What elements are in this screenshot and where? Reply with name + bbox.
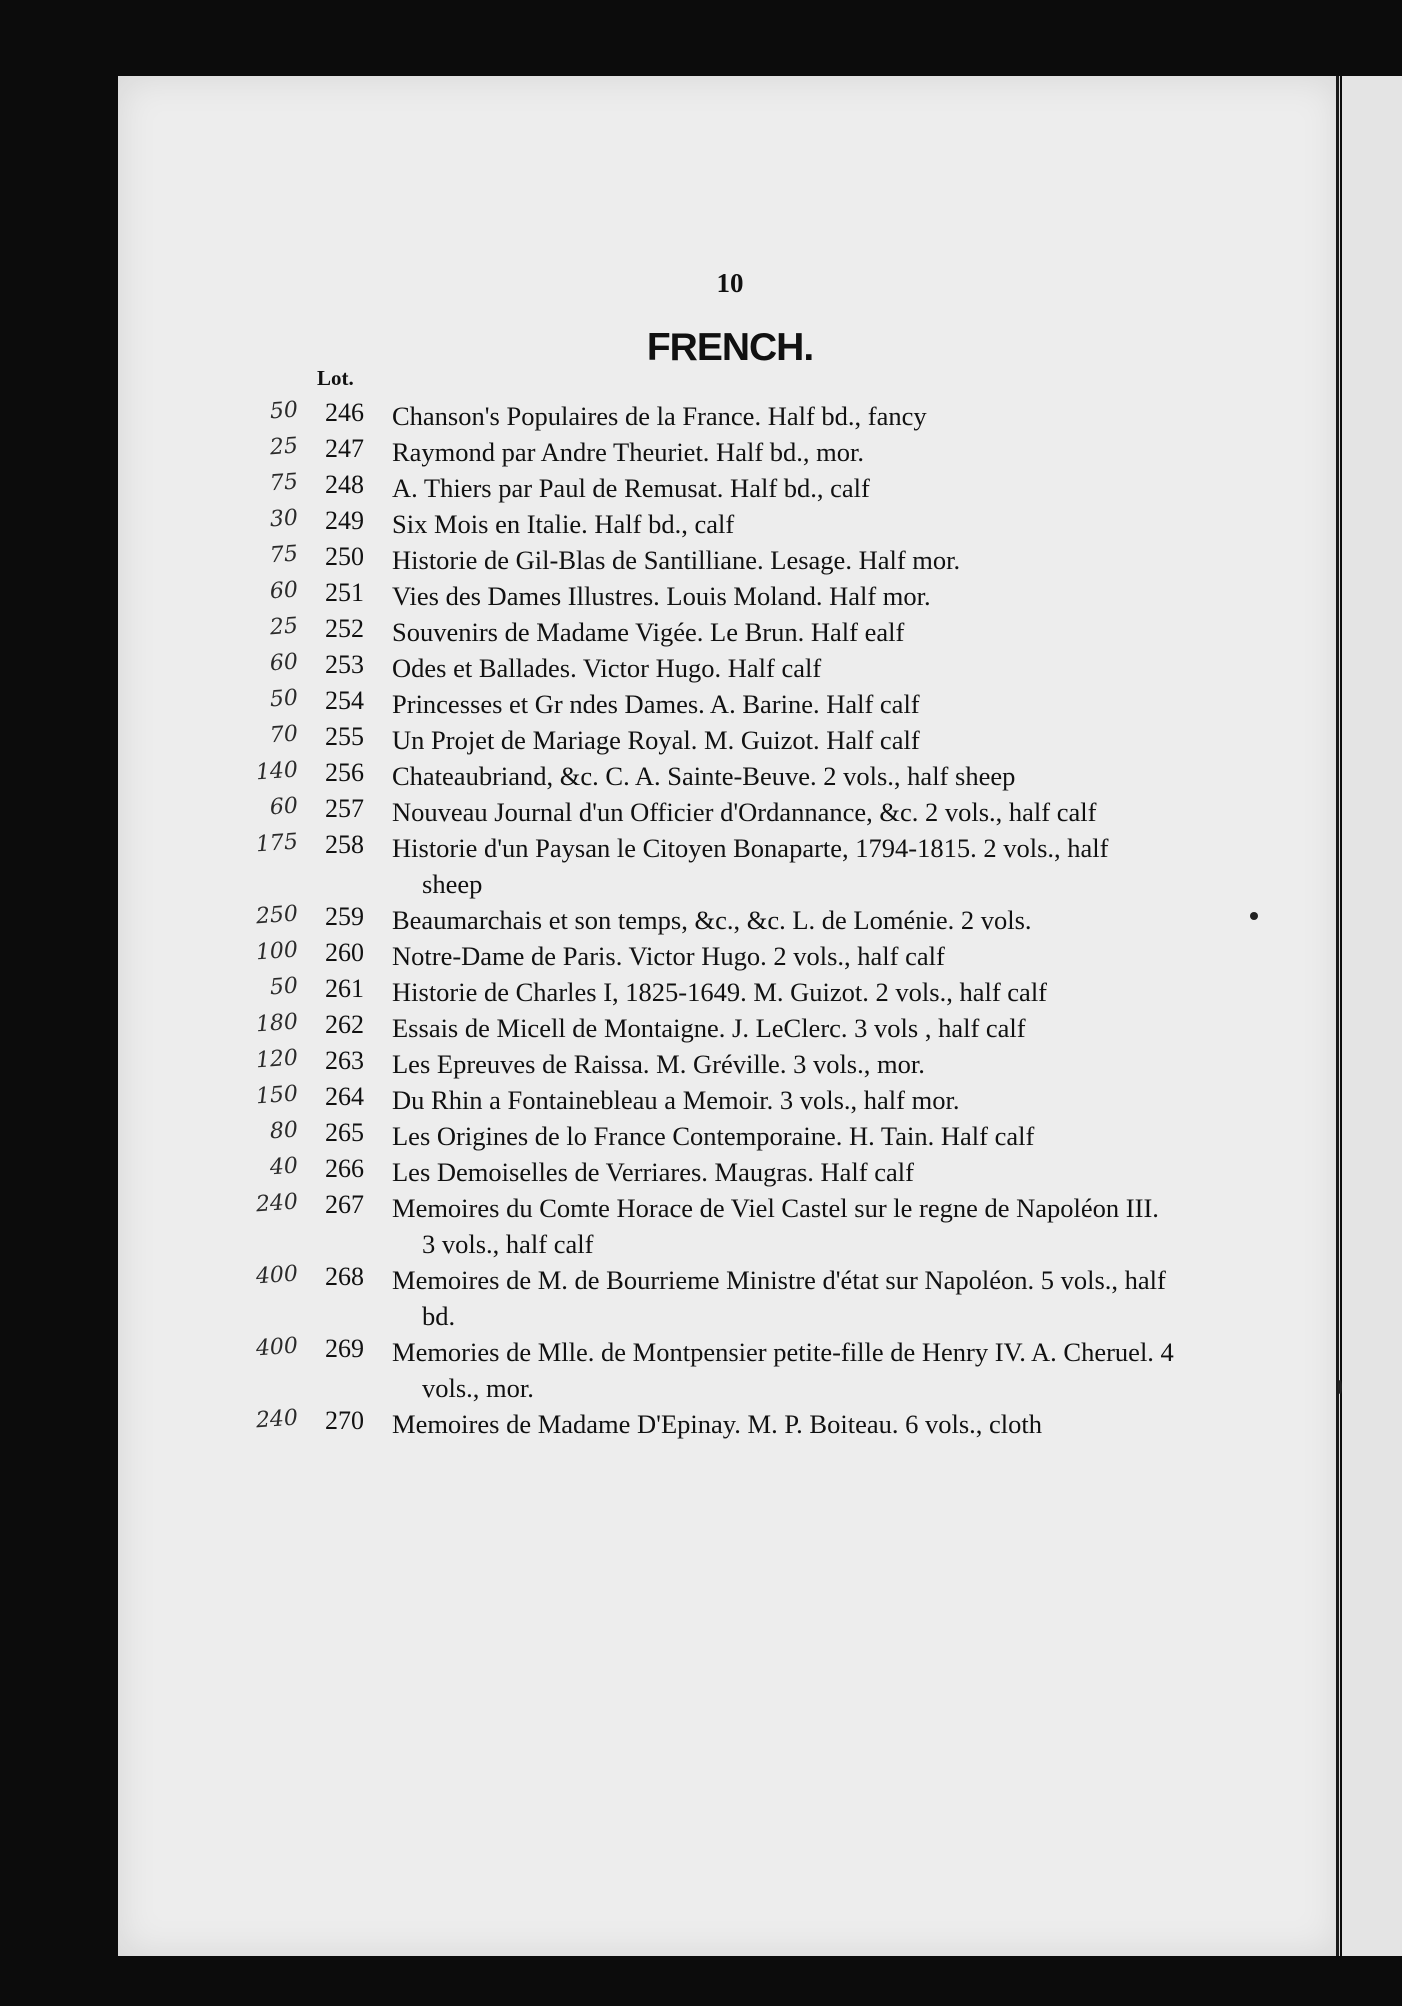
lot-description: Les Origines de lo France Contemporaine. H. Tain. Half calf xyxy=(392,1121,1035,1151)
lot-number: 257 xyxy=(325,794,364,823)
handwritten-price: 50 xyxy=(269,973,299,1001)
lot-description: Vies des Dames Illustres. Louis Moland. Half mor. xyxy=(392,581,931,611)
lot-description: Princesses et Gr ndes Dames. A. Barine. Half calf xyxy=(392,689,920,719)
handwritten-price: 60 xyxy=(269,577,299,605)
lot-description: Memoires de Madame D'Epinay. M. P. Boiteau. 6 vols., cloth xyxy=(392,1409,1043,1439)
handwritten-price: 50 xyxy=(269,397,299,425)
lot-description: Un Projet de Mariage Royal. M. Guizot. Half calf xyxy=(392,725,920,755)
catalog-entry xyxy=(0,1082,1402,1118)
catalog-entry xyxy=(0,614,1402,650)
catalog-entry xyxy=(0,974,1402,1010)
lot-description: Essais de Micell de Montaigne. J. LeClerc. 3 vols , half calf xyxy=(392,1013,1026,1043)
handwritten-price: 80 xyxy=(269,1117,299,1145)
lot-number: 264 xyxy=(325,1082,364,1111)
lot-number: 249 xyxy=(325,506,364,535)
catalog-entry xyxy=(0,578,1402,614)
lot-description: Les Epreuves de Raissa. M. Gréville. 3 vols., mor. xyxy=(392,1049,925,1079)
lot-description: Six Mois en Italie. Half bd., calf xyxy=(392,509,735,539)
catalog-entry xyxy=(0,650,1402,686)
handwritten-price: 180 xyxy=(255,1009,299,1038)
lot-description: Memories de Mlle. de Montpensier petite-fille de Henry IV. A. Cheruel. 4 vols., mor. xyxy=(392,1337,1174,1403)
handwritten-price: 25 xyxy=(269,613,299,641)
catalog-entry xyxy=(0,1190,1402,1262)
handwritten-price: 250 xyxy=(255,901,299,930)
lot-number: 255 xyxy=(325,722,364,751)
lot-description: Souvenirs de Madame Vigée. Le Brun. Half ealf xyxy=(392,617,905,647)
lot-description: Memoires du Comte Horace de Viel Castel sur le regne de Napoléon III. 3 vols., half calf xyxy=(392,1193,1159,1259)
catalog-entry xyxy=(0,1334,1402,1406)
handwritten-price: 240 xyxy=(255,1405,299,1434)
lot-number: 258 xyxy=(325,830,364,859)
catalog-entry xyxy=(0,1118,1402,1154)
handwritten-price: 50 xyxy=(269,685,299,713)
lot-description: Du Rhin a Fontainebleau a Memoir. 3 vols., half mor. xyxy=(392,1085,960,1115)
page-number: 10 xyxy=(716,268,744,298)
catalog-entry xyxy=(0,1154,1402,1190)
handwritten-price: 75 xyxy=(269,469,299,497)
lot-number: 265 xyxy=(325,1118,364,1147)
catalog-entry xyxy=(0,398,1402,434)
lot-description: Chanson's Populaires de la France. Half bd., fancy xyxy=(392,401,927,431)
catalog-entry xyxy=(0,542,1402,578)
handwritten-price: 70 xyxy=(269,721,299,749)
lot-number: 256 xyxy=(325,758,364,787)
handwritten-price: 25 xyxy=(269,433,299,461)
catalog-entry xyxy=(0,686,1402,722)
handwritten-price: 60 xyxy=(269,793,299,821)
handwritten-price: 140 xyxy=(255,757,299,786)
lot-description: Beaumarchais et son temps, &c., &c. L. de Loménie. 2 vols. xyxy=(392,905,1032,935)
catalog-entry xyxy=(0,938,1402,974)
catalog-entry xyxy=(0,902,1402,938)
lot-description: Odes et Ballades. Victor Hugo. Half calf xyxy=(392,653,822,683)
lot-description: Historie de Charles I, 1825-1649. M. Guizot. 2 vols., half calf xyxy=(392,977,1048,1007)
lot-description: Chateaubriand, &c. C. A. Sainte-Beuve. 2 vols., half sheep xyxy=(392,761,1016,791)
handwritten-price: 30 xyxy=(269,505,299,533)
lot-number: 261 xyxy=(325,974,364,1003)
lot-number: 252 xyxy=(325,614,364,643)
handwritten-price: 60 xyxy=(269,649,299,677)
lot-number: 270 xyxy=(325,1406,364,1435)
catalog-entry xyxy=(0,1010,1402,1046)
lot-number: 250 xyxy=(325,542,364,571)
lot-number: 263 xyxy=(325,1046,364,1075)
handwritten-price: 100 xyxy=(255,937,299,966)
lot-number: 260 xyxy=(325,938,364,967)
lot-number: 266 xyxy=(325,1154,364,1183)
lot-description: Nouveau Journal d'un Officier d'Ordannance, &c. 2 vols., half calf xyxy=(392,797,1097,827)
lot-number: 262 xyxy=(325,1010,364,1039)
lot-number: 248 xyxy=(325,470,364,499)
handwritten-price: 40 xyxy=(269,1153,299,1181)
lot-number: 267 xyxy=(325,1190,364,1219)
lot-number: 246 xyxy=(325,398,364,427)
lot-description: A. Thiers par Paul de Remusat. Half bd., calf xyxy=(392,473,870,503)
lot-number: 254 xyxy=(325,686,364,715)
handwritten-price: 400 xyxy=(255,1333,299,1362)
catalog-entry xyxy=(0,758,1402,794)
lot-number: 259 xyxy=(325,902,364,931)
catalog-entry xyxy=(0,470,1402,506)
lot-number: 269 xyxy=(325,1334,364,1363)
catalog-entry xyxy=(0,434,1402,470)
section-heading: FRENCH. xyxy=(646,326,814,369)
catalog-entry xyxy=(0,830,1402,902)
lot-description: Raymond par Andre Theuriet. Half bd., mor. xyxy=(392,437,864,467)
handwritten-price: 150 xyxy=(255,1081,299,1110)
catalog-entry xyxy=(0,1406,1402,1442)
catalog-entry xyxy=(0,1046,1402,1082)
handwritten-price: 175 xyxy=(255,829,299,858)
catalog-entry xyxy=(0,794,1402,830)
lot-description: Notre-Dame de Paris. Victor Hugo. 2 vols., half calf xyxy=(392,941,945,971)
lot-description: Historie de Gil-Blas de Santilliane. Lesage. Half mor. xyxy=(392,545,961,575)
lot-number: 251 xyxy=(325,578,364,607)
catalog-entry xyxy=(0,1262,1402,1334)
handwritten-price: 75 xyxy=(269,541,299,569)
lot-list xyxy=(0,398,1402,1442)
lot-description: Historie d'un Paysan le Citoyen Bonaparte, 1794-1815. 2 vols., half sheep xyxy=(392,833,1109,899)
lot-column-header: Lot. xyxy=(317,366,354,390)
lot-description: Les Demoiselles de Verriares. Maugras. Half calf xyxy=(392,1157,914,1187)
lot-description: Memoires de M. de Bourrieme Ministre d'état sur Napoléon. 5 vols., half bd. xyxy=(392,1265,1166,1331)
lot-number: 268 xyxy=(325,1262,364,1291)
catalog-entry xyxy=(0,506,1402,542)
lot-number: 253 xyxy=(325,650,364,679)
handwritten-price: 120 xyxy=(255,1045,299,1074)
catalog-entry xyxy=(0,722,1402,758)
handwritten-price: 400 xyxy=(255,1261,299,1290)
lot-number: 247 xyxy=(325,434,364,463)
handwritten-price: 240 xyxy=(255,1189,299,1218)
